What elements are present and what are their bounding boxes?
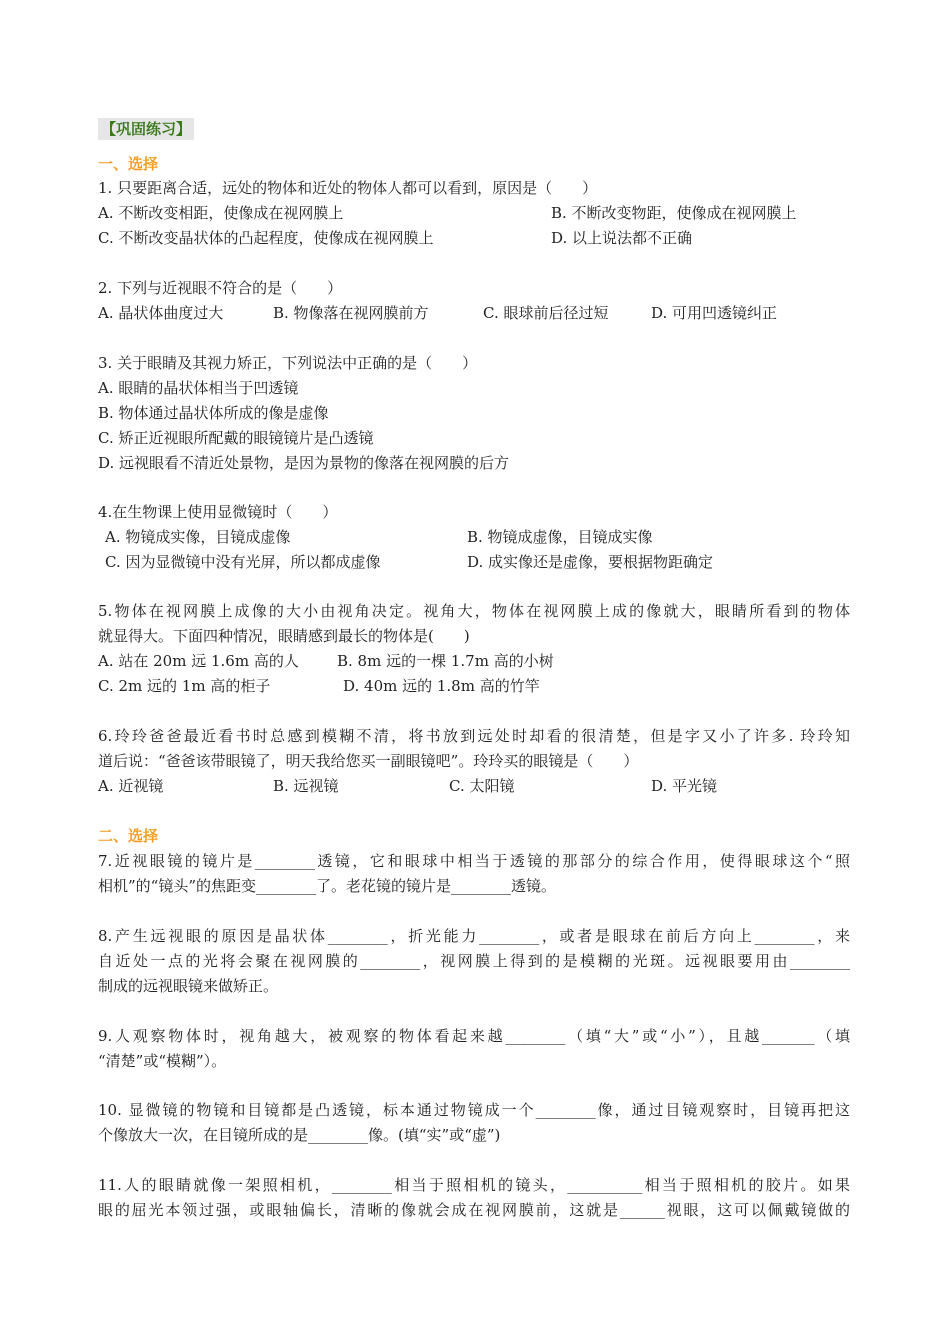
q2-option-d: D. 可用凹透镜纠正 — [651, 304, 778, 322]
section-header: 【巩固练习】 — [98, 118, 194, 140]
q6-option-d: D. 平光镜 — [651, 777, 718, 795]
q1-option-b: B. 不断改变物距，使像成在视网膜上 — [551, 204, 797, 222]
q4-option-a: A. 物镜成实像，目镜成虚像 — [105, 528, 291, 546]
q1-option-c: C. 不断改变晶状体的凸起程度，使像成在视网膜上 — [98, 229, 434, 247]
question-8-line1: 8.产生远视眼的原因是晶状体________，折光能力________，或者是眼球在前后方向上________，来 — [98, 927, 850, 945]
q5-option-b: B. 8m 远的一棵 1.7m 高的小树 — [337, 652, 554, 670]
question-2-stem: 2. 下列与近视眼不符合的是（ ） — [98, 279, 343, 297]
q2-option-c: C. 眼球前后径过短 — [483, 304, 609, 322]
section-title-1: 一、选择 — [98, 155, 159, 173]
question-9-line1: 9.人观察物体时，视角越大，被观察的物体看起来越________（填“大”或“小”），且越_______（填 — [98, 1027, 850, 1045]
question-7-line1: 7.近视眼镜的镜片是________透镜，它和眼球中相当于透镜的那部分的综合作用，使得眼球这个“照 — [98, 852, 850, 870]
q2-option-a: A. 晶状体曲度过大 — [98, 304, 224, 322]
q5-option-c: C. 2m 远的 1m 高的柜子 — [98, 677, 271, 695]
q6-option-c: C. 太阳镜 — [449, 777, 515, 795]
q3-option-b: B. 物体通过晶状体所成的像是虚像 — [98, 404, 329, 422]
question-4-stem: 4.在生物课上使用显微镜时（ ） — [98, 503, 338, 521]
question-6-stem-line2: 道后说：“爸爸该带眼镜了，明天我给您买一副眼镜吧”。玲玲买的眼镜是（ ） — [98, 752, 639, 770]
question-6-stem-line1: 6.玲玲爸爸最近看书时总感到模糊不清，将书放到远处时却看的很清楚，但是字又小了许多. 玲玲知 — [98, 727, 850, 745]
q3-option-c: C. 矫正近视眼所配戴的眼镜镜片是凸透镜 — [98, 429, 374, 447]
q1-option-d: D. 以上说法都不正确 — [551, 229, 693, 247]
q5-option-d: D. 40m 远的 1.8m 高的竹竿 — [343, 677, 540, 695]
question-11-line1: 11.人的眼睛就像一架照相机，________相当于照相机的镜头，__________相当于照相机的胶片。如果 — [98, 1176, 850, 1194]
question-1-stem: 1. 只要距离合适，远处的物体和近处的物体人都可以看到，原因是（ ） — [98, 179, 598, 197]
q4-option-c: C. 因为显微镜中没有光屏，所以都成虚像 — [105, 553, 381, 571]
question-10-line2: 个像放大一次，在目镜所成的是________像。(填“实”或“虚”) — [98, 1126, 501, 1144]
q5-option-a: A. 站在 20m 远 1.6m 高的人 — [98, 652, 299, 670]
q6-option-b: B. 远视镜 — [273, 777, 339, 795]
question-9-line2: “清楚”或“模糊”）。 — [98, 1052, 227, 1070]
q2-option-b: B. 物像落在视网膜前方 — [273, 304, 429, 322]
question-8-line3: 制成的远视眼镜来做矫正。 — [98, 977, 279, 995]
question-11-line2: 眼的屈光本领过强，或眼轴偏长，清晰的像就会成在视网膜前，这就是______视眼，这可以佩戴镜做的 — [98, 1201, 850, 1219]
question-10-line1: 10. 显微镜的物镜和目镜都是凸透镜，标本通过物镜成一个________像，通过目镜观察时，目镜再把这 — [98, 1101, 850, 1119]
q3-option-d: D. 远视眼看不清近处景物，是因为景物的像落在视网膜的后方 — [98, 454, 510, 472]
question-8-line2: 自近处一点的光将会聚在视网膜的________，视网膜上得到的是模糊的光斑。远视眼要用由________ — [98, 952, 850, 970]
question-5-stem-line1: 5.物体在视网膜上成像的大小由视角决定。视角大，物体在视网膜上成的像就大，眼睛所看到的物体 — [98, 602, 850, 620]
q6-option-a: A. 近视镜 — [98, 777, 164, 795]
question-3-stem: 3. 关于眼睛及其视力矫正，下列说法中正确的是（ ） — [98, 354, 478, 372]
q4-option-d: D. 成实像还是虚像，要根据物距确定 — [467, 553, 714, 571]
q3-option-a: A. 眼睛的晶状体相当于凹透镜 — [98, 379, 299, 397]
question-5-stem-line2: 就显得大。下面四种情况，眼睛感到最长的物体是( ) — [98, 627, 470, 645]
q4-option-b: B. 物镜成虚像，目镜成实像 — [467, 528, 653, 546]
section-title-2: 二、选择 — [98, 827, 159, 845]
question-7-line2: 相机”的“镜头”的焦距变________了。老花镜的镜片是________透镜。 — [98, 877, 557, 895]
q1-option-a: A. 不断改变相距，使像成在视网膜上 — [98, 204, 344, 222]
